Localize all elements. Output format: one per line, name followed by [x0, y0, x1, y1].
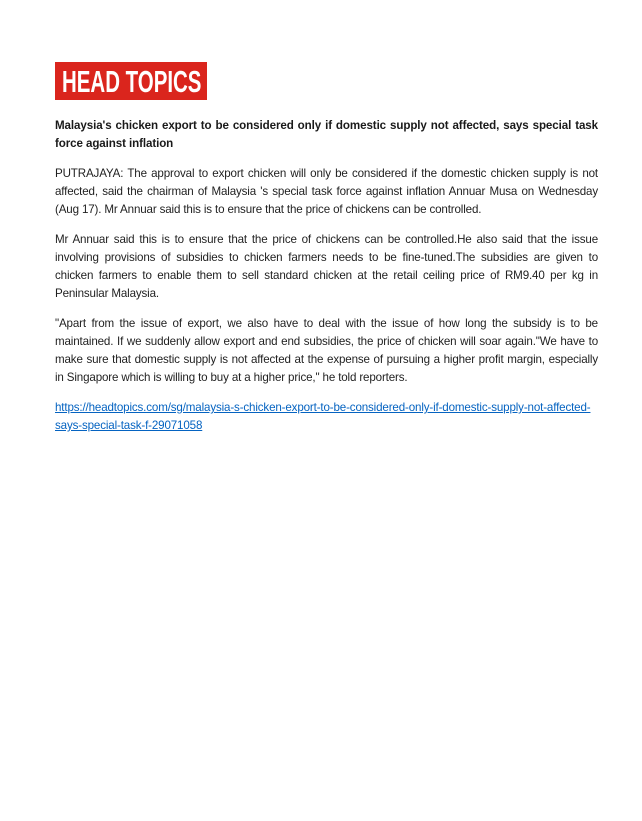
headtopics-logo-text: HEAD TOPICS	[62, 63, 202, 99]
article-paragraph-3: "Apart from the issue of export, we also have to deal with the issue of how long the subsidy is to be maintained. If we suddenly allow export and end subsidies, the price of chicken will soar again."We have to make sure that domestic supply is not affected at the expense of pursuing a higher profit margin, especially in Singapore which is willing to buy at a higher price," he told reporters.	[55, 317, 598, 384]
article-headline: Malaysia's chicken export to be considered only if domestic supply not affected, says special task force against inflation	[55, 119, 598, 150]
article-paragraph-2: Mr Annuar said this is to ensure that the price of chickens can be controlled.He also said that the issue involving provisions of subsidies to chicken farmers needs to be fine-tuned.The subsidies are given to chicken farmers to enable them to sell standard chicken at the retail ceiling price of RM9.40 per kg in Peninsular Malaysia.	[55, 233, 598, 300]
article-source-link[interactable]: https://headtopics.com/sg/malaysia-s-chicken-export-to-be-considered-only-if-domestic-supply-not-affected-says-special-task-f-29071058	[55, 401, 591, 432]
headtopics-logo	[55, 62, 207, 100]
article-link-paragraph	[55, 399, 598, 435]
article-paragraph-1: PUTRAJAYA: The approval to export chicken will only be considered if the domestic chicken supply is not affected, said the chairman of Malaysia 's special task force against inflation Annuar Musa on Wednesday (Aug 17). Mr Annuar said this is to ensure that the price of chickens can be controlled.	[55, 167, 598, 216]
